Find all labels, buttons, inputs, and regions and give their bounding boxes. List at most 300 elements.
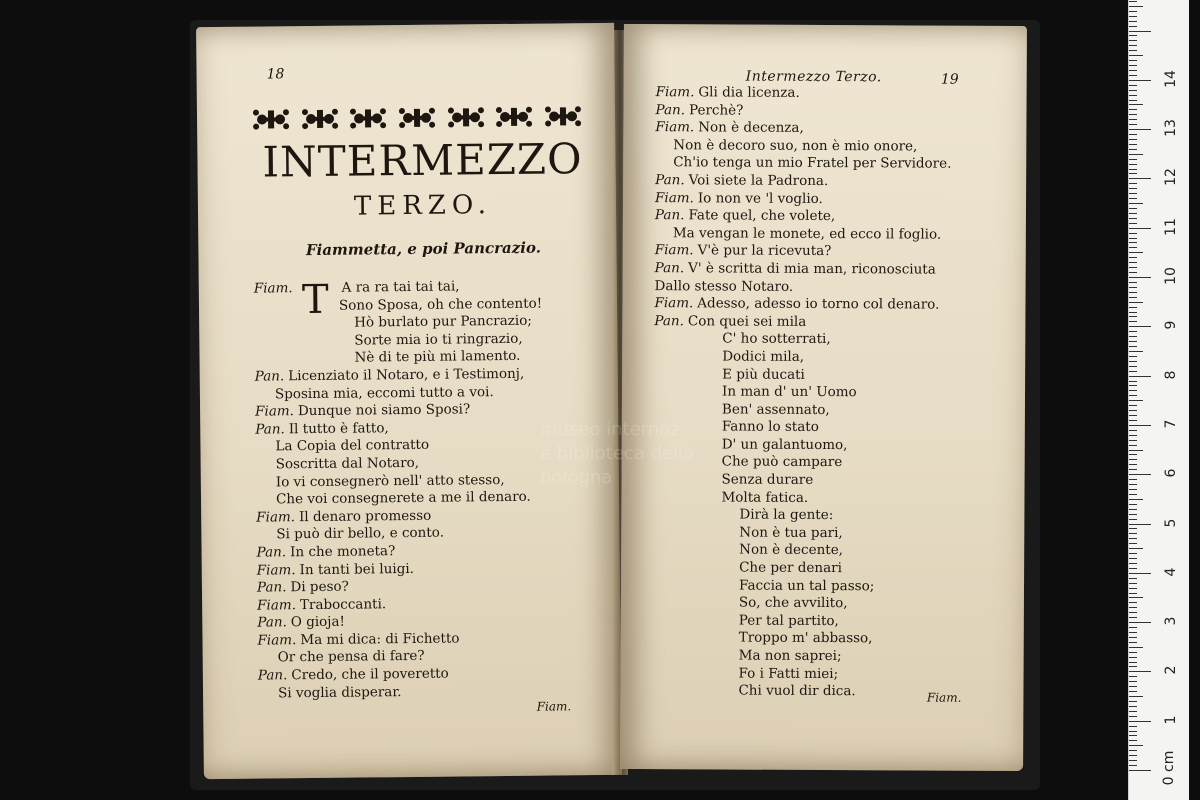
watermark-line: museo internaz. [540,419,686,440]
running-head: Intermezzo Terzo. [745,68,882,86]
ruler-tick [1129,405,1137,406]
ruler-tick [1129,711,1137,712]
verse-line [654,366,1019,386]
verse-text: Hò burlato pur Pancrazio; [354,312,532,331]
ruler-tick [1129,287,1137,288]
ruler-tick [1129,632,1137,633]
ruler-tick [1129,642,1137,643]
ruler-tick [1129,400,1143,401]
ruler-tick [1129,519,1137,520]
verse-text: Dunque noi siamo Sposi? [297,401,471,420]
ruler-tick [1129,395,1137,396]
intermezzo-title: INTERMEZZO [262,134,583,187]
fleuron-ornament-icon [301,104,339,134]
speaker-abbreviation: Pan. [257,667,288,684]
speaker-abbreviation: Pan. [256,579,287,596]
characters-heading: Fiammetta, e poi Pancrazio. [305,238,541,260]
ruler-tick [1129,55,1143,56]
ruler-tick [1129,765,1137,766]
ruler-tick [1129,159,1137,160]
verse-text: Senza durare [721,471,814,489]
ruler-tick [1129,356,1137,357]
ruler-tick [1129,696,1143,697]
left-page-number: 18 [266,66,285,83]
ruler-tick [1129,390,1137,391]
ruler-tick [1129,430,1137,431]
ruler-tick [1129,701,1137,702]
verse-text: Che per denari [739,559,842,577]
verse-text: Che può campare [721,453,843,471]
ruler-tick [1129,341,1137,342]
ruler-tick [1129,691,1137,692]
verse-line [655,137,1020,157]
verse-text: Dodici mila, [722,348,805,365]
ruler-tick [1129,164,1137,165]
speaker-abbreviation: Fiam. [655,119,695,136]
verse-line [656,84,1021,104]
ruler-tick [1129,307,1137,308]
ruler-tick [1129,1,1137,2]
ruler-tick [1129,686,1137,687]
verse-text: Ma mi dica: di Fichetto [300,630,460,649]
verse-text: Non è decenza, [698,119,804,137]
ruler-tick [1129,627,1137,628]
verse-text: Gli dia licenza. [698,84,800,101]
verse-line [653,489,1018,509]
ruler-tick [1129,6,1143,7]
verse-text: Perchè? [688,101,744,119]
speaker-abbreviation: Pan. [655,172,685,189]
verse-line [655,190,1020,210]
ruler-tick [1129,80,1151,81]
ruler-tick [1129,247,1137,248]
verse-text: In che moneta? [290,543,396,561]
verse-text: In tanti bei luigi. [299,560,415,578]
ruler-tick [1129,494,1137,495]
verse-text: Licenziato il Notaro, e i Testimonj, [288,365,525,385]
ruler-tick [1129,538,1137,539]
ruler-tick [1129,647,1143,648]
verse-text: Chi vuol dir dica. [738,682,856,700]
verse-line [654,295,1019,315]
fleuron-ornament-icon [349,103,387,133]
ruler-tick [1129,267,1137,268]
verse-line [655,172,1020,192]
drop-capital: T [301,276,329,324]
verse-line [655,207,1020,227]
ruler-tick [1129,514,1137,515]
ruler-tick [1129,622,1151,623]
ruler-tick [1129,85,1137,86]
verse-line [655,278,1020,298]
verse-text: Faccia un tal passo; [738,577,875,594]
speaker-abbreviation: Fiam. [655,189,694,206]
verse-line [653,647,1018,667]
measuring-ruler [1128,0,1189,800]
left-catchword: Fiam. [536,699,572,714]
verse-text: Sorte mia io ti ringrazio, [354,330,523,349]
ruler-tick [1129,70,1137,71]
ruler-number: 3 [1163,616,1179,626]
ruler-tick [1129,666,1137,667]
ruler-tick [1129,479,1137,480]
ruler-tick [1129,149,1137,150]
verse-text: Sono Sposa, oh che contento! [338,295,543,314]
ruler-tick [1129,129,1151,130]
verse-text: Ma vengan le monete, ed ecco il foglio. [672,224,942,243]
verse-text: C' ho sotterrati, [722,330,831,348]
ruler-tick [1129,454,1137,455]
ruler-tick [1129,277,1151,278]
ruler-tick [1129,154,1143,155]
ruler-tick [1129,95,1137,96]
ruler-tick [1129,612,1137,613]
fleuron-ornament-icon [252,104,290,134]
verse-text: E più ducati [722,365,805,383]
verse-line [653,577,1018,597]
verse-text: Con quei sei mila [687,313,807,330]
right-catchword: Fiam. [926,690,962,705]
ruler-tick [1129,760,1137,761]
ruler-tick [1129,573,1151,574]
ruler-tick [1129,100,1137,101]
ruler-tick [1129,726,1137,727]
verse-line [654,313,1019,333]
verse-text: A ra ra tai tai tai, [341,278,460,296]
ruler-tick [1129,60,1137,61]
ruler-tick [1129,563,1137,564]
fleuron-ornament-icon [398,103,436,133]
verse-text: O gioja! [290,613,346,631]
ruler-tick [1129,233,1137,234]
ruler-tick [1129,188,1137,189]
ruler-tick [1129,134,1137,135]
ruler-number: 6 [1163,468,1179,478]
verse-text: Si voglia disperar. [277,683,402,702]
verse-line [654,330,1019,350]
ruler-tick [1129,440,1137,441]
ruler-unit-label: 0 cm [1161,750,1177,786]
ruler-tick [1129,124,1137,125]
ruler-tick [1129,597,1143,598]
verse-text: Ch'io tenga un mio Fratel per Servidore. [673,154,952,173]
verse-line [653,612,1018,632]
verse-text: Adesso, adesso io torno col denaro. [697,295,940,313]
ruler-tick [1129,755,1137,756]
verse-line [655,260,1020,280]
ruler-tick [1129,223,1137,224]
ruler-number: 9 [1163,320,1179,330]
ruler-tick [1129,312,1137,313]
ruler-tick [1129,385,1137,386]
watermark-line: bologna [540,467,613,488]
watermark [540,418,710,490]
ruler-tick [1129,607,1137,608]
ruler-tick [1129,770,1151,771]
ruler-tick [1129,178,1151,179]
ruler-tick [1129,657,1137,658]
ruler-tick [1129,420,1137,421]
ruler-tick [1129,371,1137,372]
verse-line [653,542,1018,562]
ruler-tick [1129,203,1143,204]
verse-text: So, che avvilito, [738,594,848,612]
ruler-tick [1129,292,1137,293]
speaker-abbreviation: Fiam. [654,295,694,312]
ruler-tick [1129,662,1137,663]
ruler-tick [1129,26,1137,27]
verse-line [653,524,1018,544]
ruler-tick [1129,731,1137,732]
left-page [196,23,622,779]
ruler-tick [1129,238,1137,239]
verse-text: Io non ve 'l voglio. [697,189,823,207]
verse-text: In man d' un' Uomo [721,383,857,401]
verse-line [655,102,1020,122]
ruler-tick [1129,450,1143,451]
ruler-tick [1129,474,1151,475]
verse-text: Io vi consegnerò nell' atto stesso, [275,471,505,490]
ruler-tick [1129,351,1143,352]
verse-text: Credo, che il poveretto [291,665,449,684]
ruler-tick [1129,435,1137,436]
ruler-tick [1129,297,1137,298]
ruler-tick [1129,282,1137,283]
ruler-tick [1129,114,1137,115]
speaker-abbreviation: Pan. [257,614,287,631]
verse-text: Nè di te più mi lamento. [354,348,521,366]
verse-text: Non è decoro suo, non è mio onore, [673,136,918,155]
ruler-tick [1129,45,1137,46]
verse-text: D' un galantuomo, [721,436,848,454]
speaker-abbreviation: Fiam. [257,632,297,649]
verse-text: Sposina mia, eccomi tutto a voi. [274,383,494,402]
right-page [620,24,1027,771]
verse-line [653,665,1018,685]
intermezzo-subtitle: TERZO. [353,190,493,222]
verse-line [653,559,1018,579]
verse-text: Che voi consegnerete a me il denaro. [275,488,531,508]
ruler-tick [1129,676,1137,677]
verse-text: Fo i Fatti miei; [738,665,839,682]
ruler-tick [1129,716,1137,717]
speaker-abbreviation: Fiam. [257,596,297,614]
speaker-abbreviation: Pan. [655,101,686,118]
ruler-tick [1129,119,1137,120]
ruler-tick [1129,484,1137,485]
ruler-number: 11 [1163,217,1179,236]
speaker-abbreviation: Fiam. [255,403,295,420]
ruler-tick [1129,16,1137,17]
verse-text: Il denaro promesso [298,507,432,525]
ruler-tick [1129,637,1137,638]
ruler-tick [1129,257,1137,258]
ruler-number: 4 [1163,567,1179,577]
ruler-tick [1129,583,1137,584]
verse-text: Dirà la gente: [739,506,834,524]
ruler-tick [1129,90,1137,91]
ruler-tick [1129,366,1137,367]
ruler-tick [1129,75,1137,76]
ruler-tick [1129,410,1137,411]
ruler-number: 14 [1163,69,1179,88]
ruler-tick [1129,109,1137,110]
ruler-tick [1129,139,1137,140]
ruler-tick [1129,528,1137,529]
ruler-tick [1129,548,1143,549]
ruler-tick [1129,326,1151,327]
verse-text: Si può dir bello, e conto. [276,524,445,543]
verse-text: Di peso? [290,578,349,596]
speaker-abbreviation: Pan. [654,260,685,277]
verse-line [653,594,1018,614]
verse-line [655,242,1020,262]
fleuron-ornament-icon [447,102,485,132]
ruler-tick [1129,740,1137,741]
verse-text: Per tal partito, [738,612,839,629]
ruler-tick [1129,40,1137,41]
ruler-tick [1129,558,1137,559]
speaker-abbreviation: Pan. [654,312,684,329]
verse-text: Fanno lo stato [721,418,819,436]
ruler-tick [1129,588,1137,589]
ruler-tick [1129,445,1137,446]
ruler-tick [1129,50,1137,51]
speaker-abbreviation: Pan. [254,368,285,385]
verse-text: Or che pensa di fare? [277,648,425,666]
speaker-abbreviation: Pan. [255,421,285,438]
speaker-abbreviation: Fiam. [253,280,293,297]
ruler-tick [1129,35,1137,36]
ruler-tick [1129,464,1137,465]
ruler-tick [1129,671,1151,672]
ruler-tick [1129,242,1137,243]
fleuron-ornament-icon [544,101,582,131]
ruler-tick [1129,489,1137,490]
ruler-tick [1129,524,1151,525]
ruler-tick [1129,553,1137,554]
ruler-tick [1129,469,1137,470]
ruler-tick [1129,415,1137,416]
verse-text: Non è tua pari, [739,524,843,541]
verse-text: V' è scritta di mia man, riconosciuta [688,260,936,278]
verse-line [653,630,1018,650]
verse-line [655,225,1020,245]
ruler-tick [1129,346,1137,347]
ruler-tick [1129,228,1151,229]
verse-text: Il tutto è fatto, [288,419,389,438]
verse-text: Voi siete la Padrona. [688,172,829,189]
ruler-tick [1129,104,1143,105]
ruler-tick [1129,750,1137,751]
ruler-tick [1129,543,1137,544]
verse-line [653,506,1018,526]
ruler-tick [1129,252,1143,253]
speaker-abbreviation: Pan. [256,544,287,561]
verse-line [654,348,1019,368]
ruler-tick [1129,593,1137,594]
ruler-tick [1129,173,1137,174]
ruler-tick [1129,568,1137,569]
verse-text: Fate quel, che volete, [688,207,836,225]
verse-line [654,383,1019,403]
ruler-tick [1129,721,1151,722]
ruler-tick [1129,321,1137,322]
verse-text: Ma non saprei; [738,647,842,665]
right-page-number: 19 [940,71,959,88]
ruler-number: 10 [1163,267,1179,285]
speaker-abbreviation: Pan. [654,207,685,224]
ruler-tick [1129,65,1137,66]
ruler-tick [1129,509,1137,510]
fleuron-ornament-icon [495,102,533,132]
right-page-text [652,84,1020,702]
ruler-number: 12 [1163,168,1179,187]
ruler-tick [1129,208,1137,209]
ruler-tick [1129,681,1137,682]
ruler-tick [1129,183,1137,184]
verse-text: Molta fatica. [721,489,809,506]
ruler-tick [1129,144,1137,145]
verse-text: Traboccanti. [299,595,387,613]
ruler-tick [1129,617,1137,618]
ruler-tick [1129,21,1137,22]
ruler-tick [1129,745,1143,746]
ruler-number: 13 [1163,119,1179,138]
ornament-band [252,99,582,136]
ruler-tick [1129,272,1137,273]
verse-text: Ben' assennato, [721,401,830,418]
ruler-tick [1129,735,1137,736]
ruler-tick [1129,361,1137,362]
ruler-number: 8 [1163,370,1179,380]
speaker-abbreviation: Fiam. [654,242,694,259]
ruler-tick [1129,376,1151,377]
verse-line [655,154,1020,174]
ruler-tick [1129,336,1137,337]
speaker-abbreviation: Fiam. [256,561,296,579]
verse-text: La Copia del contratto [275,437,430,455]
ruler-tick [1129,425,1151,426]
ruler-tick [1129,193,1137,194]
ruler-tick [1129,459,1137,460]
verse-text: Non è decente, [739,541,844,559]
ruler-number: 5 [1163,518,1179,527]
ruler-tick [1129,331,1137,332]
ruler-tick [1129,31,1151,32]
ruler-tick [1129,316,1137,317]
ruler-number: 7 [1163,419,1179,429]
ruler-number: 1 [1163,715,1179,725]
ruler-tick [1129,262,1137,263]
ruler-tick [1129,11,1137,12]
ruler-tick [1129,652,1137,653]
ruler-tick [1129,302,1143,303]
verse-text: Dallo stesso Notaro. [654,277,794,295]
ruler-tick [1129,381,1137,382]
verse-line [655,119,1020,139]
speaker-abbreviation: Fiam. [256,508,296,526]
ruler-tick [1129,499,1143,500]
ruler-tick [1129,198,1137,199]
ruler-number: 2 [1163,665,1179,675]
speaker-abbreviation: Fiam. [655,84,695,101]
ruler-tick [1129,218,1137,219]
watermark-line: e biblioteca della [540,443,694,464]
ruler-tick [1129,578,1137,579]
verse-text: Troppo m' abbasso, [738,629,873,647]
ruler-tick [1129,169,1137,170]
